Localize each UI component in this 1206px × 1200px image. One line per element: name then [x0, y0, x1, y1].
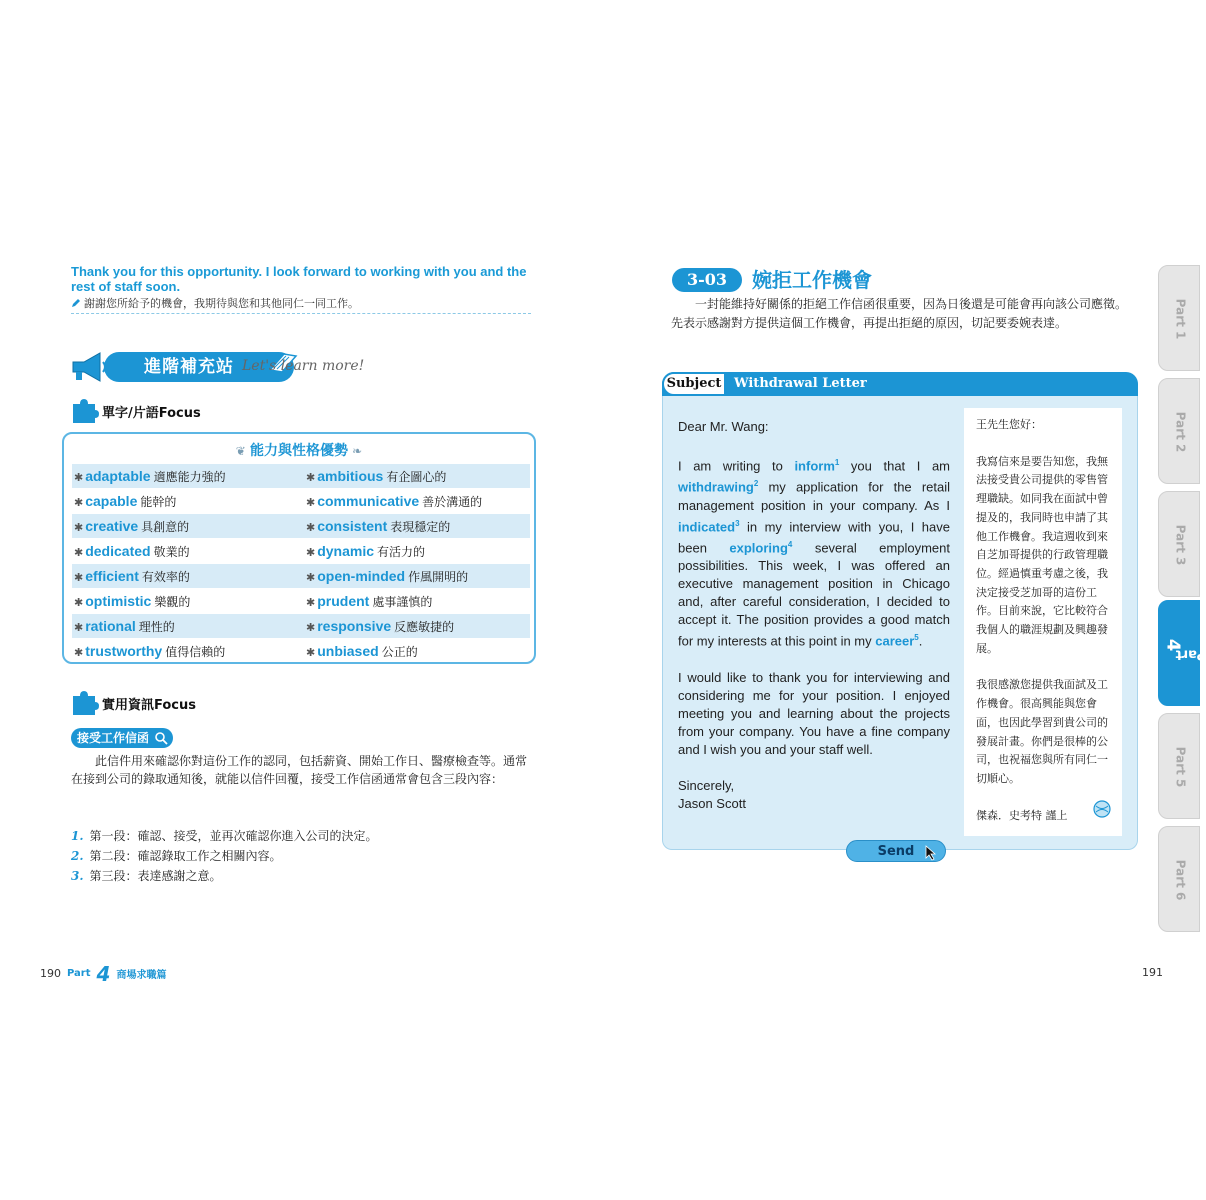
vocab-word: dynamic	[317, 543, 375, 559]
vocab-item	[306, 514, 450, 540]
zh-paragraph-2: 我很感激您提供我面試及工作機會。很高興能與您會面，也因此學習到貴公司的發展計畫。你們是很棒的公司，也祝福您與所有同仁一切順心。	[976, 678, 1108, 785]
vocab-meaning: 反應敏捷的	[394, 620, 455, 634]
vocab-item	[306, 589, 432, 615]
vocab-word: communicative	[317, 493, 420, 509]
vocab-item	[74, 614, 175, 640]
page-number-right: 191	[1142, 966, 1163, 979]
vocab-item	[74, 589, 190, 615]
puzzle-icon	[70, 398, 98, 424]
vocab-meaning: 理性的	[138, 620, 175, 634]
section-number-badge: 3-03	[672, 268, 742, 292]
vocab-row	[72, 514, 530, 538]
advanced-section-header	[70, 346, 390, 390]
vocab-word: unbiased	[317, 643, 379, 659]
vocab-word: dedicated	[85, 543, 151, 559]
step-number: 3.	[71, 869, 84, 883]
vocab-item	[306, 489, 482, 515]
zh-signature: 傑森．史考特 謹上	[976, 808, 1068, 822]
tab-label: Part 3	[1172, 524, 1187, 566]
zh-paragraph-1: 我寫信來是要告知您，我無法接受貴公司提供的零售管理職缺。如同我在面試中曾提及的，我同時也申請了其他工作機會。我這週收到來自芝加哥提供的行政管理職位。經過慎重考慮之後，我決定接受芝加哥的這份工作。目前來說，它比較符合我個人的職涯規劃及興趣發展。	[976, 454, 1108, 655]
vocab-focus-heading	[70, 398, 201, 424]
vocab-meaning: 表現穩定的	[390, 520, 451, 534]
advanced-title: 進階補充站	[104, 352, 294, 382]
letter-signature: Jason Scott	[678, 795, 746, 811]
letter-chinese	[976, 416, 1116, 825]
vocab-meaning: 作風開明的	[408, 570, 469, 584]
vocab-meaning: 值得信賴的	[165, 645, 226, 659]
step-item	[71, 866, 378, 886]
asterisk-icon: ✱	[74, 471, 84, 484]
vocab-box	[62, 432, 536, 664]
vocab-item	[306, 564, 468, 590]
asterisk-icon: ✱	[306, 596, 316, 609]
vocab-word: rational	[85, 618, 136, 634]
vocab-word: open-minded	[317, 568, 406, 584]
vocab-word: capable	[85, 493, 138, 509]
subject-label: Subject	[662, 372, 726, 396]
tab-label: Part 2	[1172, 411, 1187, 453]
vocab-meaning: 處事謹慎的	[372, 595, 433, 609]
keyword-indicated: indicated	[678, 518, 736, 534]
vocab-word: trustworthy	[85, 643, 163, 659]
letter-closing: Sincerely, Jason Scott	[678, 777, 746, 811]
asterisk-icon: ✱	[74, 621, 84, 634]
vocab-meaning: 善於溝通的	[422, 495, 483, 509]
keyword-career: career	[875, 633, 915, 649]
vocab-word: efficient	[85, 568, 139, 584]
asterisk-icon: ✱	[74, 546, 84, 559]
keyword-inform: inform	[794, 458, 835, 474]
footer-part-number: 4	[96, 961, 111, 986]
section-intro: 一封能維持好關係的拒絕工作信函很重要，因為日後還是可能會再向該公司應徵。先表示感謝對方提供這個工作機會，再提出拒絕的原因，切記要委婉表達。	[671, 297, 1128, 330]
keyword-exploring: exploring	[729, 540, 788, 556]
asterisk-icon: ✱	[306, 546, 316, 559]
letter-paragraph-2: I would like to thank you for interviewing and considering me for your position. I enjoyed meeting you and learning about the projects from your company. You have a fine company and I wish you and your staff well.	[678, 669, 950, 757]
tab-part-3[interactable]	[1158, 491, 1200, 597]
tab-label: Part 1	[1172, 298, 1187, 340]
footer-part-label: Part	[67, 968, 91, 979]
vocab-item	[74, 489, 176, 515]
quote-zh-text: 謝謝您所給予的機會，我期待與您和其他同仁一同工作。	[84, 297, 359, 310]
asterisk-icon: ✱	[306, 646, 316, 659]
vocab-item	[74, 564, 190, 590]
vocab-meaning: 敬業的	[153, 545, 190, 559]
leaf-icon: ❧	[348, 444, 363, 458]
step-text: 第二段：確認錄取工作之相關內容。	[89, 849, 282, 863]
puzzle-icon	[70, 690, 98, 716]
keyword-withdrawing: withdrawing	[678, 479, 754, 495]
subject-value: Withdrawal Letter	[734, 376, 867, 391]
closing-quote-chinese	[71, 295, 359, 311]
asterisk-icon: ✱	[74, 596, 84, 609]
vocab-item	[306, 539, 425, 565]
step-text: 第三段：表達感謝之意。	[89, 869, 222, 883]
vocab-meaning: 樂觀的	[154, 595, 191, 609]
vocab-row	[72, 489, 530, 513]
vocab-meaning: 有活力的	[377, 545, 426, 559]
asterisk-icon: ✱	[306, 471, 316, 484]
step-item	[71, 826, 378, 846]
vocab-box-title	[64, 440, 534, 460]
step-number: 1.	[71, 829, 84, 843]
subject-bar	[662, 372, 1138, 396]
vocab-word: adaptable	[85, 468, 151, 484]
tab-part-4[interactable]	[1158, 600, 1206, 706]
vocab-row	[72, 539, 530, 563]
vocab-item	[306, 614, 454, 640]
vocab-item	[74, 539, 190, 565]
magnifier-icon	[154, 731, 168, 745]
cursor-icon	[925, 845, 937, 861]
asterisk-icon: ✱	[306, 521, 316, 534]
section-title: 婉拒工作機會	[752, 268, 872, 292]
megaphone-icon	[70, 350, 110, 384]
vocab-meaning: 具創意的	[141, 520, 190, 534]
vocab-word: optimistic	[85, 593, 152, 609]
tab-part-6[interactable]	[1158, 826, 1200, 932]
vocab-item	[306, 464, 446, 490]
vocab-word: responsive	[317, 618, 392, 634]
vocab-item	[74, 464, 226, 490]
asterisk-icon: ✱	[74, 496, 84, 509]
send-label: Send	[877, 844, 915, 859]
accept-badge-label: 接受工作信函	[77, 731, 150, 745]
zh-signature-line	[976, 807, 1116, 826]
steps-list	[71, 826, 378, 886]
step-number: 2.	[71, 849, 84, 863]
asterisk-icon: ✱	[306, 621, 316, 634]
vocab-row	[72, 639, 530, 663]
vocab-meaning: 能幹的	[140, 495, 177, 509]
vocab-word: creative	[85, 518, 139, 534]
vocab-word: ambitious	[317, 468, 384, 484]
leaf-icon: ❦	[235, 444, 250, 458]
tab-label: Part 6	[1172, 859, 1187, 901]
vocab-box-title-text: 能力與性格優勢	[250, 443, 348, 459]
step-text: 第一段：確認、接受，並再次確認你進入公司的決定。	[89, 829, 378, 843]
pencil-icon	[71, 298, 81, 308]
vocab-meaning: 適應能力強的	[153, 470, 226, 484]
accept-letter-badge	[71, 728, 173, 748]
asterisk-icon: ✱	[74, 571, 84, 584]
vocab-row	[72, 589, 530, 613]
vocab-word: consistent	[317, 518, 388, 534]
asterisk-icon: ✱	[74, 521, 84, 534]
vocab-row	[72, 614, 530, 638]
footer-title: 商場求職篇	[116, 970, 167, 981]
tab-label: Part 4	[1161, 638, 1206, 662]
tab-part-5[interactable]	[1158, 713, 1200, 819]
asterisk-icon: ✱	[306, 496, 316, 509]
send-button[interactable]	[846, 840, 946, 862]
letter-paragraph-1: I am writing to inform$^1$ you that I am withdrawing$^2$ my application for the retail management position in your company. As I indicated$^3$ in my interview with you, I have been exploring$^4$ several employment possibilities. This week, I was offered an executive management position in Chicago and, after careful consideration, I decided to accept it. The position provides a good match for my interests at this point in my career$^5$.	[678, 458, 951, 649]
closing-quote-english: Thank you for this opportunity. I look forward to working with you and the rest of staff soon.	[71, 264, 527, 294]
tab-part-2[interactable]	[1158, 378, 1200, 484]
tab-part-1[interactable]	[1158, 265, 1200, 371]
dotted-divider	[71, 313, 531, 314]
asterisk-icon: ✱	[306, 571, 316, 584]
vocab-focus-label: 單字/片語Focus	[102, 405, 201, 421]
page-number-left: 190	[40, 967, 61, 980]
vocab-word: prudent	[317, 593, 370, 609]
letter-english	[678, 418, 950, 813]
globe-icon	[1092, 799, 1112, 819]
step-item	[71, 846, 378, 866]
accept-letter-description: 此信件用來確認你對這份工作的認同，包括薪資、開始工作日、醫療檢查等。通常在接到公司的錄取通知後，就能以信件回覆，接受工作信函通常會包含三段內容：	[71, 754, 528, 786]
vocab-meaning: 有企圖心的	[386, 470, 447, 484]
advanced-subtitle: Let's learn more!	[242, 358, 365, 374]
vocab-row	[72, 464, 530, 488]
vocab-meaning: 公正的	[381, 645, 418, 659]
zh-greeting: 王先生您好：	[976, 418, 1042, 431]
info-focus-label: 實用資訊Focus	[102, 697, 196, 713]
asterisk-icon: ✱	[74, 646, 84, 659]
tab-label: Part 5	[1172, 746, 1187, 788]
vocab-item	[74, 514, 189, 540]
vocab-row	[72, 564, 530, 588]
vocab-item	[74, 639, 225, 665]
left-footer	[40, 961, 167, 986]
vocab-item	[306, 639, 418, 665]
letter-greeting: Dear Mr. Wang:	[678, 419, 769, 434]
info-focus-heading	[70, 690, 196, 716]
vocab-meaning: 有效率的	[141, 570, 190, 584]
